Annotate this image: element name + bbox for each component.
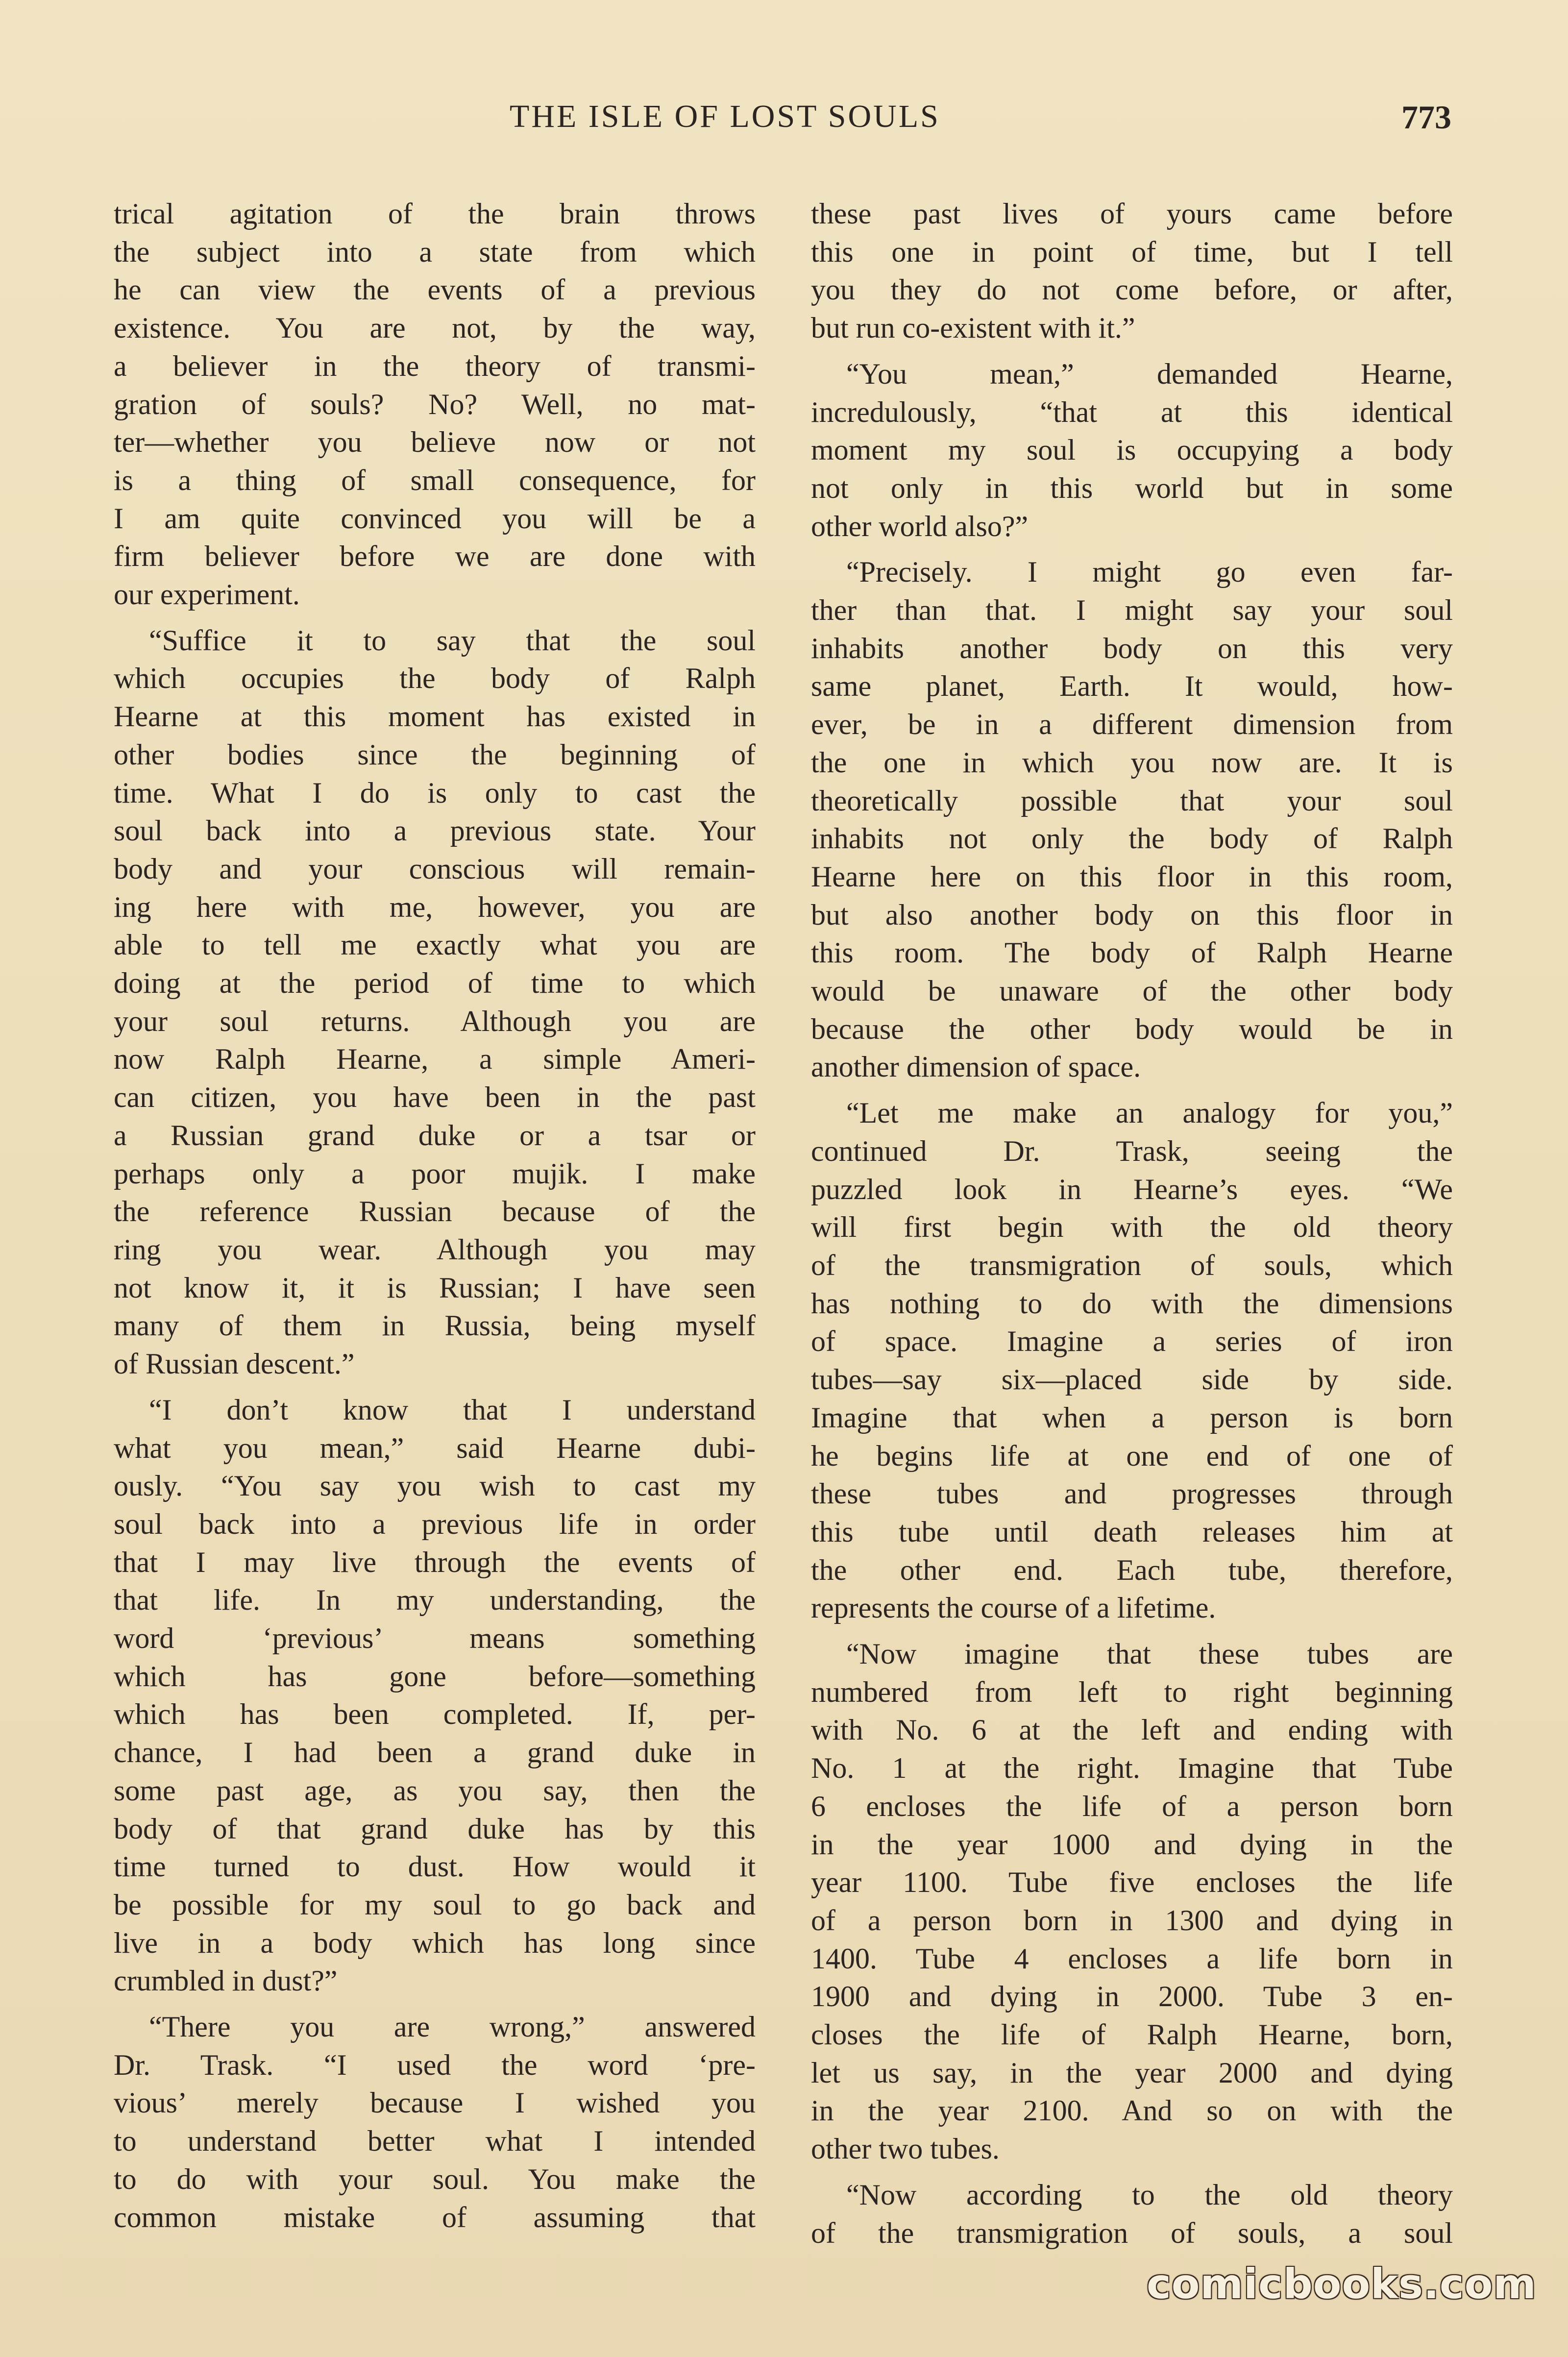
text-line: incredulously, “that at this identical: [811, 395, 1453, 428]
text-line: numbered from left to right beginning: [811, 1675, 1453, 1708]
text-line: that life. In my understanding, the: [114, 1584, 756, 1617]
text-line: can citizen, you have been in the past: [114, 1081, 756, 1114]
text-line: will first begin with the old theory: [811, 1211, 1453, 1244]
text-line: not only in this world but in some: [811, 471, 1453, 504]
text-line: “I don’t know that I understand: [149, 1393, 756, 1426]
text-line: existence. You are not, by the way,: [114, 312, 756, 344]
text-line: your soul returns. Although you are: [114, 1005, 756, 1037]
text-line: be possible for my soul to go back and: [114, 1888, 756, 1921]
text-line: crumbled in dust?”: [114, 1964, 338, 1997]
text-line: firm believer before we are done with: [114, 540, 756, 573]
text-line: 6 encloses the life of a person born: [811, 1790, 1453, 1822]
text-line: soul back into a previous state. Your: [114, 814, 756, 847]
text-line: of a person born in 1300 and dying in: [811, 1904, 1453, 1937]
text-line: the one in which you now are. It is: [811, 746, 1453, 779]
left-text-column: [114, 195, 756, 2236]
text-line: another dimension of space.: [811, 1051, 1141, 1083]
text-line: moment my soul is occupying a body: [811, 434, 1453, 466]
text-line: our experiment.: [114, 578, 300, 611]
text-line: theoretically possible that your soul: [811, 784, 1453, 817]
right-text-column: [811, 195, 1453, 2252]
text-line: 1900 and dying in 2000. Tube 3 en-: [811, 1980, 1453, 2013]
text-line: tubes—say six—placed side by side.: [811, 1363, 1453, 1396]
text-line: other bodies since the beginning of: [114, 738, 756, 771]
text-line: same planet, Earth. It would, how-: [811, 670, 1453, 703]
text-line: some past age, as you say, then the: [114, 1774, 756, 1807]
text-line: you they do not come before, or after,: [811, 273, 1453, 306]
text-line: of the transmigration of souls, a soul: [811, 2216, 1453, 2249]
text-line: the other end. Each tube, therefore,: [811, 1553, 1453, 1586]
text-line: which occupies the body of Ralph: [114, 662, 756, 695]
text-line: but also another body on this floor in: [811, 898, 1453, 931]
text-line: perhaps only a poor mujik. I make: [114, 1157, 756, 1190]
text-line: is a thing of small consequence, for: [114, 464, 756, 496]
text-line: ing here with me, however, you are: [114, 890, 756, 923]
text-line: because the other body would be in: [811, 1012, 1453, 1045]
text-line: able to tell me exactly what you are: [114, 929, 756, 961]
text-line: other world also?”: [811, 510, 1029, 542]
text-line: represents the course of a lifetime.: [811, 1592, 1216, 1624]
text-line: trical agitation of the brain throws: [114, 197, 756, 230]
watermark-logo: comicbooks.com: [1147, 2260, 1537, 2308]
text-line: inhabits not only the body of Ralph: [811, 822, 1453, 855]
text-line: “You mean,” demanded Hearne,: [846, 357, 1453, 390]
text-line: which has been completed. If, per-: [114, 1698, 756, 1731]
text-line: with No. 6 at the left and ending with: [811, 1714, 1453, 1746]
text-line: No. 1 at the right. Imagine that Tube: [811, 1752, 1453, 1785]
text-line: “Precisely. I might go even far-: [846, 556, 1453, 589]
text-line: body and your conscious will remain-: [114, 852, 756, 885]
text-line: live in a body which has long since: [114, 1926, 756, 1959]
text-line: gration of souls? No? Well, no mat-: [114, 388, 756, 420]
text-line: common mistake of assuming that: [114, 2201, 756, 2234]
text-line: of Russian descent.”: [114, 1348, 355, 1380]
text-line: Dr. Trask. “I used the word ‘pre-: [114, 2048, 756, 2081]
text-line: doing at the period of time to which: [114, 967, 756, 1000]
text-line: of space. Imagine a series of iron: [811, 1325, 1453, 1358]
text-line: continued Dr. Trask, seeing the: [811, 1134, 1453, 1167]
text-line: chance, I had been a grand duke in: [114, 1736, 756, 1769]
text-line: time turned to dust. How would it: [114, 1850, 756, 1883]
text-line: Imagine that when a person is born: [811, 1401, 1453, 1434]
text-line: ther than that. I might say your soul: [811, 594, 1453, 627]
text-line: ever, be in a different dimension from: [811, 708, 1453, 741]
text-line: ter—whether you believe now or not: [114, 426, 756, 459]
text-line: but run co-existent with it.”: [811, 312, 1135, 344]
text-line: has nothing to do with the dimensions: [811, 1287, 1453, 1320]
text-line: soul back into a previous life in order: [114, 1507, 756, 1540]
text-line: inhabits another body on this very: [811, 632, 1453, 664]
text-line: “Suffice it to say that the soul: [149, 624, 756, 657]
text-line: the subject into a state from which: [114, 235, 756, 268]
text-line: puzzled look in Hearne’s eyes. “We: [811, 1173, 1453, 1205]
text-line: which has gone before—something: [114, 1660, 756, 1693]
text-line: “Let me make an analogy for you,”: [846, 1097, 1453, 1129]
text-line: these tubes and progresses through: [811, 1477, 1453, 1510]
text-line: ously. “You say you wish to cast my: [114, 1470, 756, 1502]
text-line: this one in point of time, but I tell: [811, 235, 1453, 268]
text-line: many of them in Russia, being myself: [114, 1309, 756, 1342]
page-number: 773: [1401, 98, 1451, 136]
text-line: of the transmigration of souls, which: [811, 1249, 1453, 1281]
text-line: he can view the events of a previous: [114, 273, 756, 306]
text-line: these past lives of yours came before: [811, 197, 1453, 230]
text-line: would be unaware of the other body: [811, 975, 1453, 1007]
text-line: let us say, in the year 2000 and dying: [811, 2056, 1453, 2089]
text-line: I am quite convinced you will be a: [114, 502, 756, 535]
text-line: “There you are wrong,” answered: [149, 2011, 756, 2043]
text-line: in the year 1000 and dying in the: [811, 1828, 1453, 1861]
text-line: “Now imagine that these tubes are: [846, 1638, 1453, 1670]
text-line: that I may live through the events of: [114, 1546, 756, 1578]
text-line: ring you wear. Although you may: [114, 1233, 756, 1266]
text-line: year 1100. Tube five encloses the life: [811, 1866, 1453, 1899]
text-line: vious’ merely because I wished you: [114, 2087, 756, 2119]
text-line: he begins life at one end of one of: [811, 1439, 1453, 1472]
text-line: “Now according to the old theory: [846, 2178, 1453, 2211]
text-line: other two tubes.: [811, 2133, 1000, 2165]
text-line: what you mean,” said Hearne dubi-: [114, 1431, 756, 1464]
text-line: now Ralph Hearne, a simple Ameri-: [114, 1043, 756, 1076]
text-line: 1400. Tube 4 encloses a life born in: [811, 1942, 1453, 1975]
text-line: body of that grand duke has by this: [114, 1812, 756, 1845]
text-line: word ‘previous’ means something: [114, 1622, 756, 1655]
text-line: not know it, it is Russian; I have seen: [114, 1271, 756, 1304]
text-line: a Russian grand duke or a tsar or: [114, 1119, 756, 1152]
text-line: this tube until death releases him at: [811, 1515, 1453, 1548]
running-head-title: THE ISLE OF LOST SOULS: [510, 98, 940, 134]
text-line: a believer in the theory of transmi-: [114, 349, 756, 382]
text-line: the reference Russian because of the: [114, 1195, 756, 1228]
text-line: to do with your soul. You make the: [114, 2162, 756, 2195]
text-line: to understand better what I intended: [114, 2125, 756, 2158]
text-line: in the year 2100. And so on with the: [811, 2094, 1453, 2127]
text-line: this room. The body of Ralph Hearne: [811, 936, 1453, 969]
text-line: Hearne here on this floor in this room,: [811, 860, 1453, 893]
text-line: time. What I do is only to cast the: [114, 776, 756, 809]
text-line: Hearne at this moment has existed in: [114, 700, 756, 733]
text-line: closes the life of Ralph Hearne, born,: [811, 2018, 1453, 2051]
